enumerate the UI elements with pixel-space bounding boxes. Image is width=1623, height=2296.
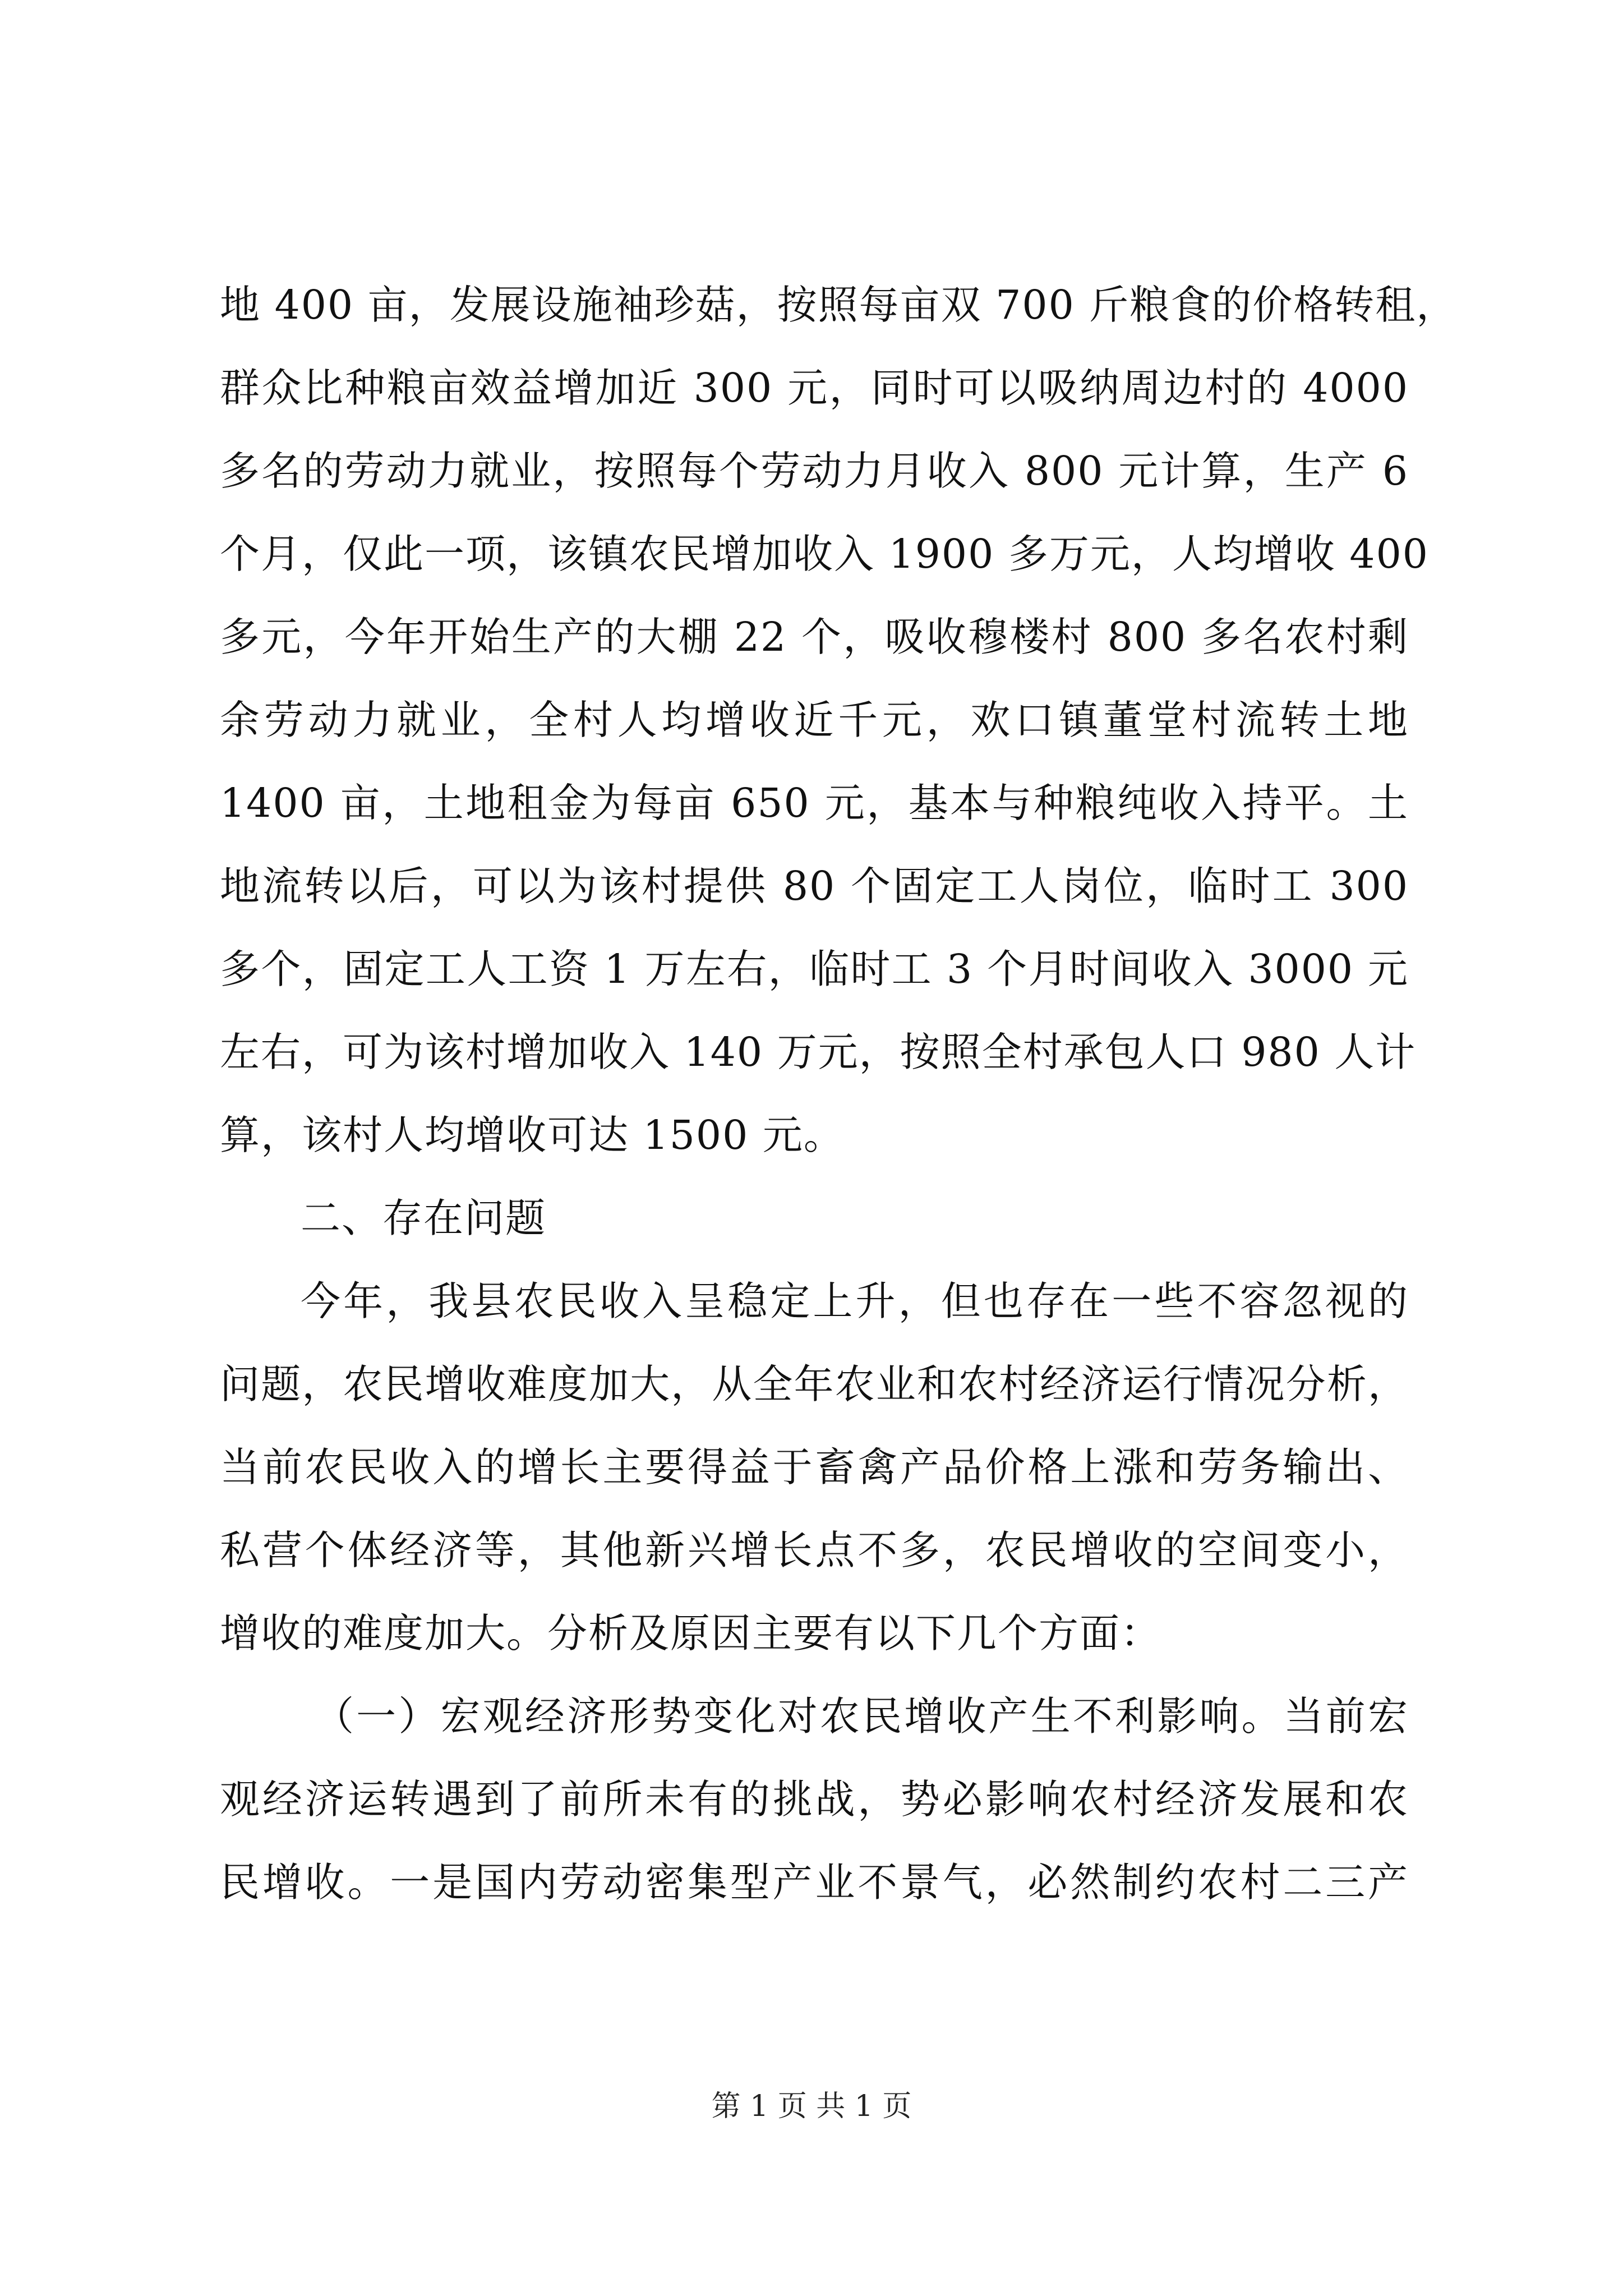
text-line: 私营个体经济等，其他新兴增长点不多，农民增收的空间变小， (220, 1527, 1409, 1573)
text-line: 增收的难度加大。分析及原因主要有以下几个方面： (220, 1610, 1162, 1657)
text-line: 地 400 亩，发展设施袖珍菇，按照每亩双 700 斤粮食的价格转租， (220, 282, 1458, 328)
text-line: 多名的劳动力就业，按照每个劳动力月收入 800 元计算，生产 6 (220, 448, 1409, 494)
text-line: 多元，今年开始生产的大棚 22 个，吸收穆楼村 800 多名农村剩 (220, 614, 1409, 660)
text-line: 地流转以后，可以为该村提供 80 个固定工人岗位，临时工 300 (220, 863, 1409, 909)
text-line: 观经济运转遇到了前所未有的挑战，势必影响农村经济发展和农 (220, 1776, 1409, 1823)
text-line: 当前农民收入的增长主要得益于畜禽产品价格上涨和劳务输出、 (220, 1444, 1409, 1490)
page-footer: 第 1 页 共 1 页 (711, 2090, 912, 2123)
text-line: 余劳动力就业，全村人均增收近千元，欢口镇董堂村流转土地 (220, 697, 1409, 743)
text-line: 左右，可为该村增加收入 140 万元，按照全村承包人口 980 人计 (220, 1029, 1417, 1075)
text-line: 多个，固定工人工资 1 万左右，临时工 3 个月时间收入 3000 元 (220, 946, 1409, 992)
section-heading: 二、存在问题 (301, 1195, 547, 1241)
text-line: 算，该村人均增收可达 1500 元。 (220, 1112, 845, 1158)
text-line: 问题，农民增收难度加大，从全年农业和农村经济运行情况分析， (220, 1361, 1409, 1407)
text-line: 今年，我县农民收入呈稳定上升，但也存在一些不容忽视的 (301, 1278, 1409, 1324)
text-line: 民增收。一是国内劳动密集型产业不景气，必然制约农村二三产 (220, 1859, 1409, 1906)
document-body (220, 264, 1458, 1924)
text-line: 1400 亩，土地租金为每亩 650 元，基本与种粮纯收入持平。土 (220, 780, 1409, 826)
text-line: 群众比种粮亩效益增加近 300 元，同时可以吸纳周边村的 4000 (220, 365, 1409, 411)
text-line: 个月，仅此一项，该镇农民增加收入 1900 多万元，人均增收 400 (220, 531, 1429, 577)
text-line: （一）宏观经济形势变化对农民增收产生不利影响。当前宏 (314, 1693, 1409, 1740)
